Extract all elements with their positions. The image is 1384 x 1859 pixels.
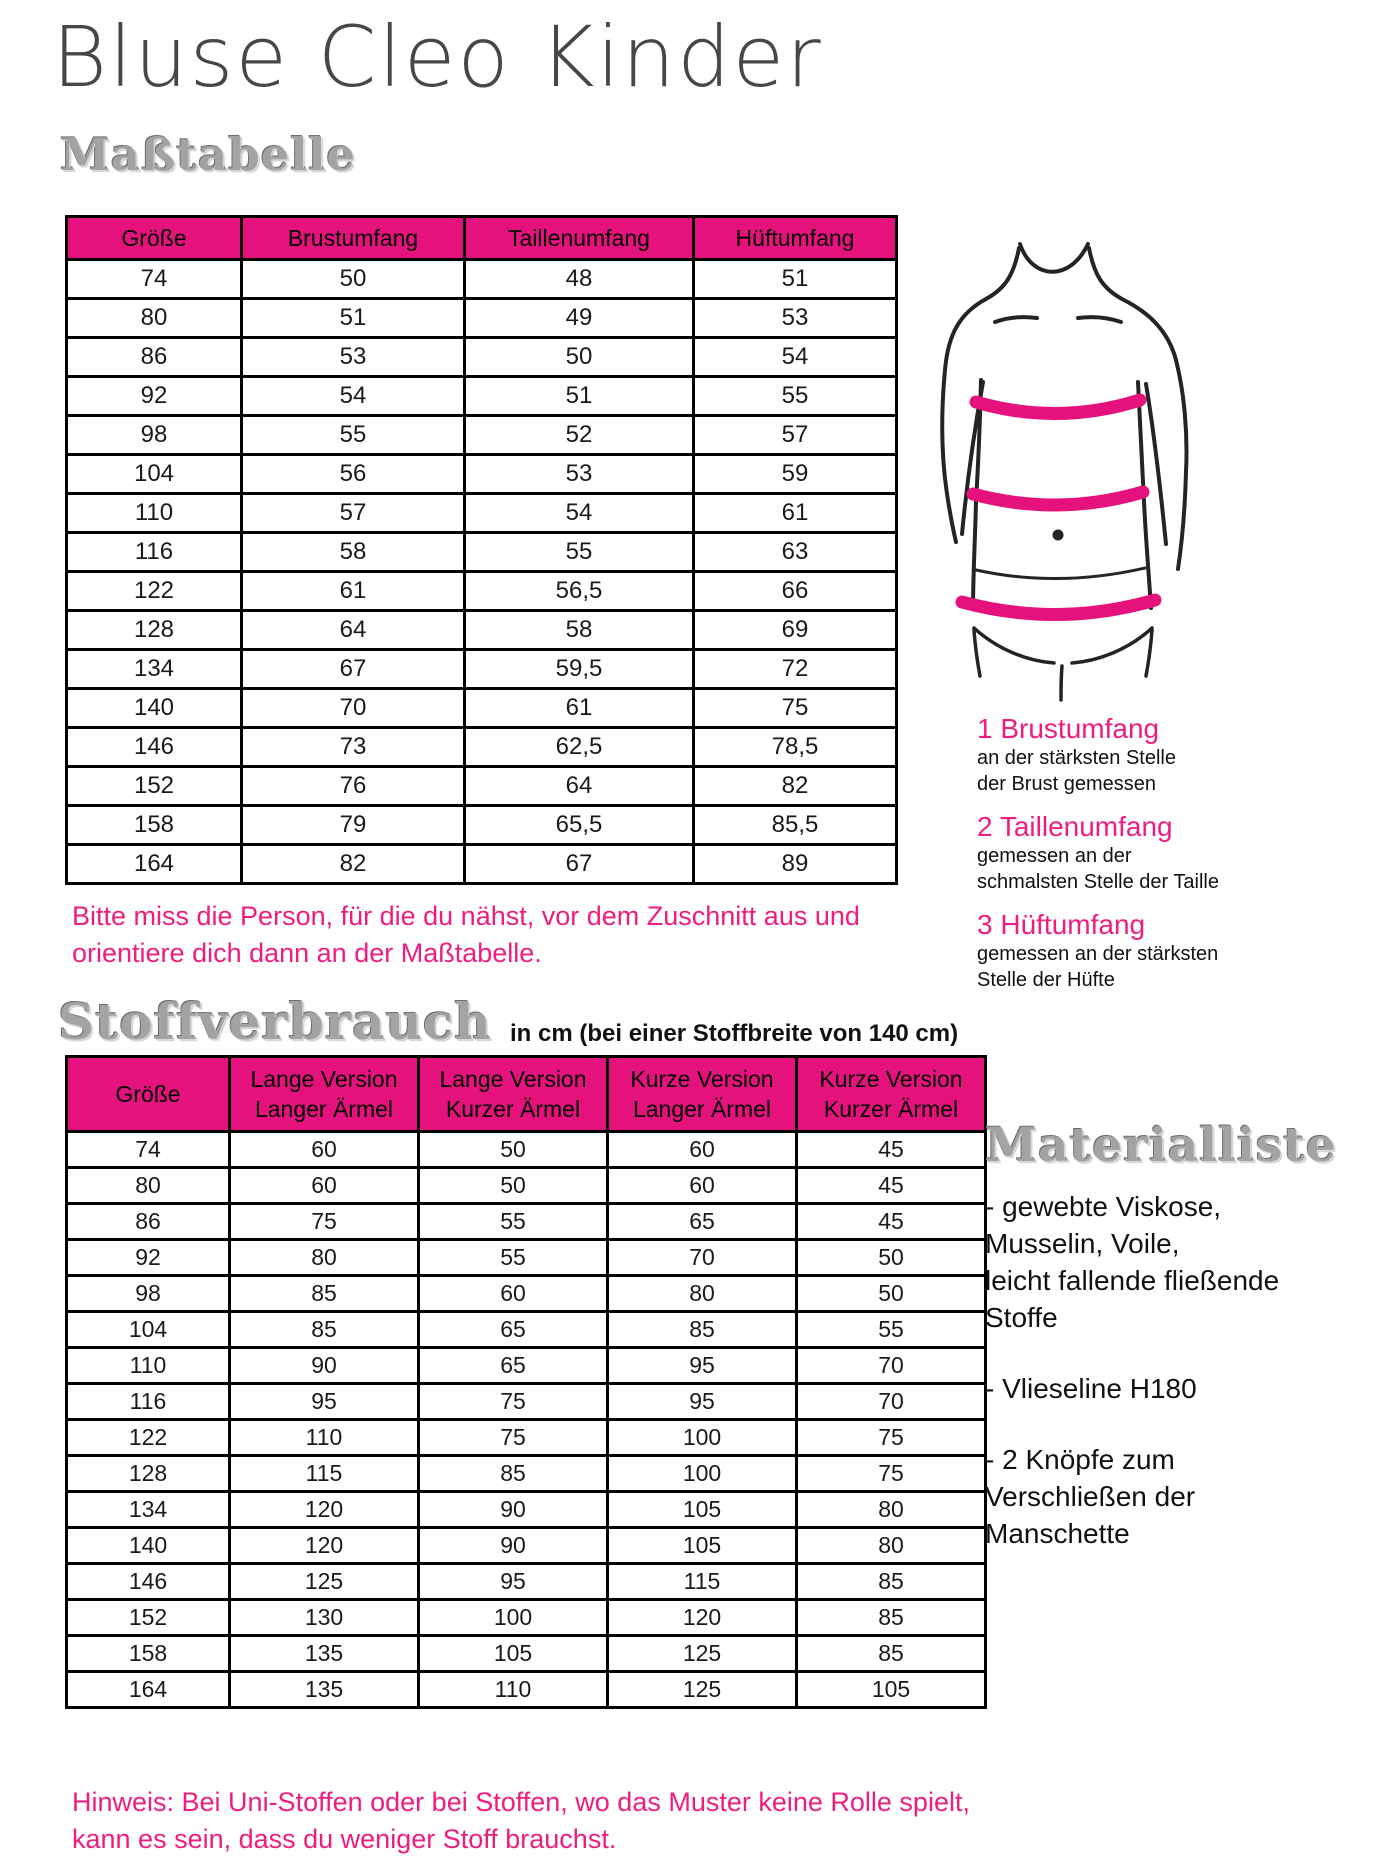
table-cell: 82	[694, 767, 897, 806]
table-cell: 52	[465, 416, 694, 455]
table-cell: 45	[797, 1168, 986, 1204]
note-line: Hinweis: Bei Uni-Stoffen oder bei Stoffen, wo das Muster keine Rolle spielt,	[72, 1787, 970, 1817]
table-cell: 158	[67, 1636, 230, 1672]
table-cell: 92	[67, 1240, 230, 1276]
table-cell: 125	[230, 1564, 419, 1600]
column-header: Hüftumfang	[694, 217, 897, 260]
table-row	[67, 455, 897, 494]
table-cell: 100	[608, 1420, 797, 1456]
table-cell: 134	[67, 650, 242, 689]
table-cell: 128	[67, 611, 242, 650]
right-inner-arm-line	[1146, 384, 1166, 544]
table-cell: 134	[67, 1492, 230, 1528]
table-cell: 79	[242, 806, 465, 845]
table-cell: 45	[797, 1132, 986, 1168]
table-cell: 75	[797, 1420, 986, 1456]
table-cell: 92	[67, 377, 242, 416]
table-cell: 50	[419, 1132, 608, 1168]
table-cell: 61	[465, 689, 694, 728]
table-row	[67, 299, 897, 338]
material-group	[985, 1441, 1355, 1552]
table-cell: 65,5	[465, 806, 694, 845]
table-row	[67, 572, 897, 611]
table-cell: 110	[419, 1672, 608, 1708]
table-row	[67, 1420, 986, 1456]
table-cell: 128	[67, 1456, 230, 1492]
table-cell: 120	[230, 1528, 419, 1564]
table-cell: 100	[608, 1456, 797, 1492]
table-cell: 105	[608, 1528, 797, 1564]
table-cell: 64	[242, 611, 465, 650]
table-cell: 115	[608, 1564, 797, 1600]
table-cell: 60	[608, 1132, 797, 1168]
column-header: Brustumfang	[242, 217, 465, 260]
table-cell: 55	[694, 377, 897, 416]
table-cell: 54	[465, 494, 694, 533]
table-row	[67, 1600, 986, 1636]
table-cell: 59,5	[465, 650, 694, 689]
material-line: Manschette	[985, 1518, 1130, 1549]
table-cell: 70	[797, 1384, 986, 1420]
fabric-table-header-row	[67, 1057, 986, 1132]
table-cell: 61	[242, 572, 465, 611]
table-row	[67, 1492, 986, 1528]
note-line: orientiere dich dann an der Maßtabelle.	[72, 938, 542, 968]
table-cell: 125	[608, 1636, 797, 1672]
size-chart-head	[67, 217, 897, 260]
table-cell: 95	[419, 1564, 608, 1600]
right-leg-line	[1146, 630, 1152, 676]
table-cell: 95	[608, 1348, 797, 1384]
table-row	[67, 650, 897, 689]
table-cell: 70	[797, 1348, 986, 1384]
table-row	[67, 338, 897, 377]
column-header: Lange Version Langer Ärmel	[230, 1057, 419, 1132]
waist-measure-band	[973, 492, 1143, 505]
table-cell: 90	[230, 1348, 419, 1384]
table-row	[67, 1564, 986, 1600]
table-cell: 158	[67, 806, 242, 845]
table-row	[67, 845, 897, 884]
chest-measure-band	[976, 400, 1140, 414]
column-header: Taillenumfang	[465, 217, 694, 260]
table-cell: 135	[230, 1636, 419, 1672]
table-cell: 125	[608, 1672, 797, 1708]
material-line: - Vlieseline H180	[985, 1373, 1197, 1404]
table-cell: 116	[67, 533, 242, 572]
table-row	[67, 260, 897, 299]
material-line: leicht fallende fließende	[985, 1265, 1280, 1296]
legend-item	[977, 810, 1297, 895]
right-panty-line	[1072, 628, 1152, 663]
material-group	[985, 1370, 1355, 1407]
table-cell: 152	[67, 767, 242, 806]
table-cell: 55	[419, 1240, 608, 1276]
table-row	[67, 767, 897, 806]
table-cell: 98	[67, 1276, 230, 1312]
table-cell: 65	[419, 1312, 608, 1348]
table-row	[67, 1132, 986, 1168]
table-cell: 55	[465, 533, 694, 572]
table-cell: 100	[419, 1600, 608, 1636]
table-cell: 66	[694, 572, 897, 611]
table-cell: 70	[608, 1240, 797, 1276]
table-cell: 90	[419, 1528, 608, 1564]
legend-description-line: Stelle der Hüfte	[977, 969, 1115, 991]
table-cell: 89	[694, 845, 897, 884]
table-row	[67, 1276, 986, 1312]
table-cell: 85	[797, 1636, 986, 1672]
table-cell: 74	[67, 1132, 230, 1168]
table-row	[67, 1672, 986, 1708]
material-line: - gewebte Viskose,	[985, 1191, 1222, 1222]
material-group	[985, 1188, 1355, 1336]
table-cell: 76	[242, 767, 465, 806]
table-cell: 64	[465, 767, 694, 806]
legend-description-line: der Brust gemessen	[977, 773, 1156, 795]
table-cell: 146	[67, 728, 242, 767]
table-cell: 95	[230, 1384, 419, 1420]
legend-label: 2 Taillenumfang	[977, 811, 1173, 842]
table-cell: 65	[608, 1204, 797, 1240]
table-cell: 50	[242, 260, 465, 299]
size-chart-body	[67, 260, 897, 884]
table-cell: 95	[608, 1384, 797, 1420]
table-cell: 105	[608, 1492, 797, 1528]
table-cell: 70	[242, 689, 465, 728]
column-header: Kurze Version Langer Ärmel	[608, 1057, 797, 1132]
table-cell: 146	[67, 1564, 230, 1600]
torso-illustration	[940, 232, 1260, 702]
table-cell: 120	[608, 1600, 797, 1636]
legend-label: 3 Hüftumfang	[977, 909, 1146, 940]
table-cell: 51	[465, 377, 694, 416]
table-cell: 152	[67, 1600, 230, 1636]
left-chest-mark	[995, 317, 1037, 322]
table-cell: 164	[67, 845, 242, 884]
table-cell: 86	[67, 1204, 230, 1240]
table-row	[67, 1348, 986, 1384]
body-measurement-figure	[940, 232, 1260, 702]
table-row	[67, 1168, 986, 1204]
column-header: Größe	[67, 217, 242, 260]
table-cell: 65	[419, 1348, 608, 1384]
table-cell: 53	[242, 338, 465, 377]
table-cell: 135	[230, 1672, 419, 1708]
table-cell: 51	[242, 299, 465, 338]
table-cell: 55	[797, 1312, 986, 1348]
table-cell: 130	[230, 1600, 419, 1636]
table-row	[67, 1312, 986, 1348]
material-line: - 2 Knöpfe zum	[985, 1444, 1175, 1475]
size-chart-table	[65, 215, 898, 885]
underwear-top-line	[976, 568, 1145, 579]
table-cell: 86	[67, 338, 242, 377]
fabric-table-body	[67, 1132, 986, 1708]
material-list	[985, 1188, 1355, 1586]
table-row	[67, 728, 897, 767]
table-cell: 104	[67, 455, 242, 494]
table-cell: 80	[797, 1528, 986, 1564]
table-row	[67, 1456, 986, 1492]
table-cell: 56	[242, 455, 465, 494]
table-cell: 61	[694, 494, 897, 533]
table-cell: 104	[67, 1312, 230, 1348]
materialliste-heading: Materialliste	[985, 1118, 1337, 1173]
table-row	[67, 494, 897, 533]
table-row	[67, 533, 897, 572]
table-cell: 110	[67, 1348, 230, 1384]
table-row	[67, 689, 897, 728]
table-cell: 69	[694, 611, 897, 650]
table-cell: 90	[419, 1492, 608, 1528]
crotch-seam-line	[1061, 666, 1062, 700]
table-cell: 48	[465, 260, 694, 299]
legend-description-line: gemessen an der	[977, 845, 1132, 867]
table-cell: 60	[419, 1276, 608, 1312]
table-cell: 50	[419, 1168, 608, 1204]
material-line: Verschließen der	[985, 1481, 1196, 1512]
table-cell: 85	[230, 1312, 419, 1348]
table-cell: 85,5	[694, 806, 897, 845]
material-line: Stoffe	[985, 1302, 1058, 1333]
table-cell: 110	[67, 494, 242, 533]
table-row	[67, 1528, 986, 1564]
table-cell: 67	[242, 650, 465, 689]
table-cell: 67	[465, 845, 694, 884]
table-cell: 115	[230, 1456, 419, 1492]
measurement-legend	[977, 712, 1297, 1006]
table-cell: 50	[465, 338, 694, 377]
note-line: Bitte miss die Person, für die du nähst, vor dem Zuschnitt aus und	[72, 901, 860, 931]
table-row	[67, 611, 897, 650]
table-cell: 80	[67, 1168, 230, 1204]
table-cell: 82	[242, 845, 465, 884]
legend-description-line: schmalsten Stelle der Taille	[977, 871, 1219, 893]
table-cell: 85	[797, 1564, 986, 1600]
table-cell: 85	[797, 1600, 986, 1636]
legend-description-line: an der stärksten Stelle	[977, 747, 1176, 769]
table-cell: 60	[230, 1168, 419, 1204]
table-cell: 122	[67, 1420, 230, 1456]
table-row	[67, 1204, 986, 1240]
table-cell: 75	[230, 1204, 419, 1240]
table-cell: 54	[242, 377, 465, 416]
table-cell: 62,5	[465, 728, 694, 767]
table-cell: 120	[230, 1492, 419, 1528]
hip-measure-band	[962, 600, 1155, 615]
size-chart-header-row	[67, 217, 897, 260]
masstabelle-heading: Maßtabelle	[60, 128, 357, 181]
table-cell: 54	[694, 338, 897, 377]
table-cell: 59	[694, 455, 897, 494]
table-cell: 122	[67, 572, 242, 611]
stoffverbrauch-heading: Stoffverbrauch	[58, 992, 492, 1051]
table-cell: 105	[797, 1672, 986, 1708]
table-cell: 105	[419, 1636, 608, 1672]
fabric-width-subtitle: in cm (bei einer Stoffbreite von 140 cm)	[510, 1020, 959, 1047]
table-cell: 63	[694, 533, 897, 572]
table-cell: 85	[419, 1456, 608, 1492]
table-cell: 58	[242, 533, 465, 572]
left-panty-line	[974, 628, 1054, 663]
table-cell: 78,5	[694, 728, 897, 767]
table-cell: 56,5	[465, 572, 694, 611]
table-cell: 75	[694, 689, 897, 728]
table-cell: 140	[67, 689, 242, 728]
table-cell: 57	[694, 416, 897, 455]
table-cell: 80	[608, 1276, 797, 1312]
material-line: Musselin, Voile,	[985, 1228, 1180, 1259]
measuring-note	[72, 898, 860, 972]
table-cell: 110	[230, 1420, 419, 1456]
table-row	[67, 1636, 986, 1672]
fabric-consumption-table	[65, 1055, 987, 1709]
table-cell: 45	[797, 1204, 986, 1240]
column-header: Größe	[67, 1057, 230, 1132]
document-title: Bluse Cleo Kinder	[52, 8, 823, 106]
table-cell: 53	[694, 299, 897, 338]
table-cell: 140	[67, 1528, 230, 1564]
table-cell: 85	[608, 1312, 797, 1348]
table-cell: 55	[242, 416, 465, 455]
table-row	[67, 416, 897, 455]
column-header: Lange Version Kurzer Ärmel	[419, 1057, 608, 1132]
table-cell: 60	[608, 1168, 797, 1204]
legend-item	[977, 908, 1297, 993]
table-cell: 85	[230, 1276, 419, 1312]
legend-item	[977, 712, 1297, 797]
table-cell: 53	[465, 455, 694, 494]
table-cell: 51	[694, 260, 897, 299]
table-cell: 49	[465, 299, 694, 338]
fabric-hint-note	[72, 1784, 970, 1858]
table-cell: 116	[67, 1384, 230, 1420]
table-cell: 80	[797, 1492, 986, 1528]
column-header: Kurze Version Kurzer Ärmel	[797, 1057, 986, 1132]
table-cell: 98	[67, 416, 242, 455]
table-cell: 60	[230, 1132, 419, 1168]
navel-dot	[1053, 530, 1064, 541]
fabric-table-head	[67, 1057, 986, 1132]
legend-label: 1 Brustumfang	[977, 713, 1160, 744]
table-cell: 80	[230, 1240, 419, 1276]
table-cell: 74	[67, 260, 242, 299]
table-cell: 164	[67, 1672, 230, 1708]
collar-line	[1020, 244, 1088, 272]
table-cell: 73	[242, 728, 465, 767]
table-cell: 58	[465, 611, 694, 650]
table-cell: 75	[797, 1456, 986, 1492]
table-cell: 75	[419, 1384, 608, 1420]
table-cell: 50	[797, 1240, 986, 1276]
table-cell: 57	[242, 494, 465, 533]
legend-description-line: gemessen an der stärksten	[977, 943, 1219, 965]
table-cell: 50	[797, 1276, 986, 1312]
table-row	[67, 377, 897, 416]
table-cell: 55	[419, 1204, 608, 1240]
table-cell: 72	[694, 650, 897, 689]
note-line: kann es sein, dass du weniger Stoff brauchst.	[72, 1824, 617, 1854]
table-row	[67, 806, 897, 845]
right-chest-mark	[1078, 317, 1121, 322]
table-cell: 75	[419, 1420, 608, 1456]
table-cell: 80	[67, 299, 242, 338]
table-row	[67, 1384, 986, 1420]
left-leg-line	[974, 630, 980, 676]
table-row	[67, 1240, 986, 1276]
